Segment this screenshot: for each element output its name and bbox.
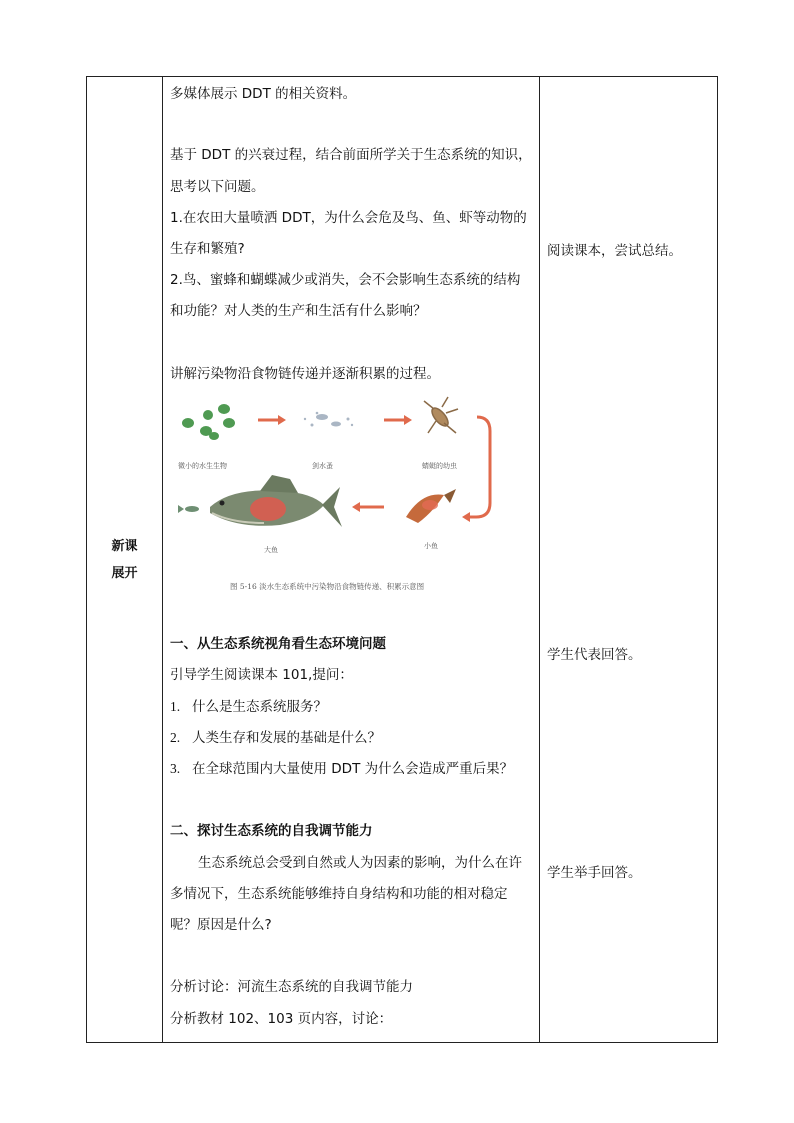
student-activity: 学生代表回答。: [547, 647, 642, 663]
column-divider: [162, 77, 163, 1042]
paragraph: 分析教材 102、103 页内容，讨论：: [170, 1011, 393, 1027]
section-heading: 一、从生态系统视角看生态环境问题: [170, 636, 386, 652]
figure-caption: 图 5-16 淡水生态系统中污染物沿食物链传递、积累示意图: [230, 582, 425, 591]
question-2: 2.鸟、蜜蜂和蝴蝶减少或消失，会不会影响生态系统的结构: [170, 272, 521, 288]
dragonfly-nymph-icon: [424, 397, 458, 433]
paragraph: 多媒体展示 DDT 的相关资料。: [170, 86, 357, 102]
paragraph: 基于 DDT 的兴衰过程，结合前面所学关于生态系统的知识，: [170, 147, 532, 163]
student-activity: 学生举手回答。: [547, 865, 642, 881]
copepod-icon: [304, 412, 353, 427]
large-fish-icon: [210, 475, 342, 527]
paragraph: 生态系统总会受到自然或人为因素的影响，为什么在许: [198, 855, 522, 871]
food-chain-figure: [172, 395, 502, 591]
lesson-table: [86, 76, 718, 1043]
small-fish-icon: [406, 489, 456, 523]
figure-label: 小鱼: [424, 542, 438, 550]
question-1-cont: 生存和繁殖?: [170, 241, 245, 257]
figure-label: 蜻蜓的幼虫: [422, 462, 457, 470]
paragraph: 思考以下问题。: [170, 179, 265, 195]
section-label-line: 新课: [111, 539, 138, 554]
list-item: 1. 什么是生态系统服务？: [170, 699, 327, 715]
list-item: 2. 人类生存和发展的基础是什么？: [170, 730, 381, 746]
figure-label: 大鱼: [264, 546, 278, 554]
paragraph: 呢？原因是什么?: [170, 917, 272, 933]
paragraph: 引导学生阅读课本 101,提问：: [170, 667, 353, 683]
paragraph: 多情况下，生态系统能够维持自身结构和功能的相对稳定: [170, 886, 508, 902]
figure-label: 剑水蚤: [312, 462, 333, 470]
algae-icon: [182, 404, 235, 440]
question-2-cont: 和功能？对人类的生产和生活有什么影响？: [170, 303, 427, 319]
paragraph: 分析讨论：河流生态系统的自我调节能力: [170, 979, 413, 995]
figure-label: 微小的水生生物: [178, 462, 227, 470]
column-divider: [539, 77, 540, 1042]
question-1: 1.在农田大量喷洒 DDT，为什么会危及鸟、鱼、虾等动物的: [170, 210, 527, 226]
section-label-line: 展开: [111, 566, 138, 581]
tiny-fish-icon: [178, 505, 199, 513]
food-chain-illustration: [172, 395, 502, 570]
paragraph: 讲解污染物沿食物链传递并逐渐积累的过程。: [170, 366, 440, 382]
section-label: [87, 533, 162, 587]
student-activity: 阅读课本，尝试总结。: [547, 243, 682, 259]
section-heading: 二、探讨生态系统的自我调节能力: [170, 823, 373, 839]
list-item: 3. 在全球范围内大量使用 DDT 为什么会造成严重后果？: [170, 761, 514, 777]
